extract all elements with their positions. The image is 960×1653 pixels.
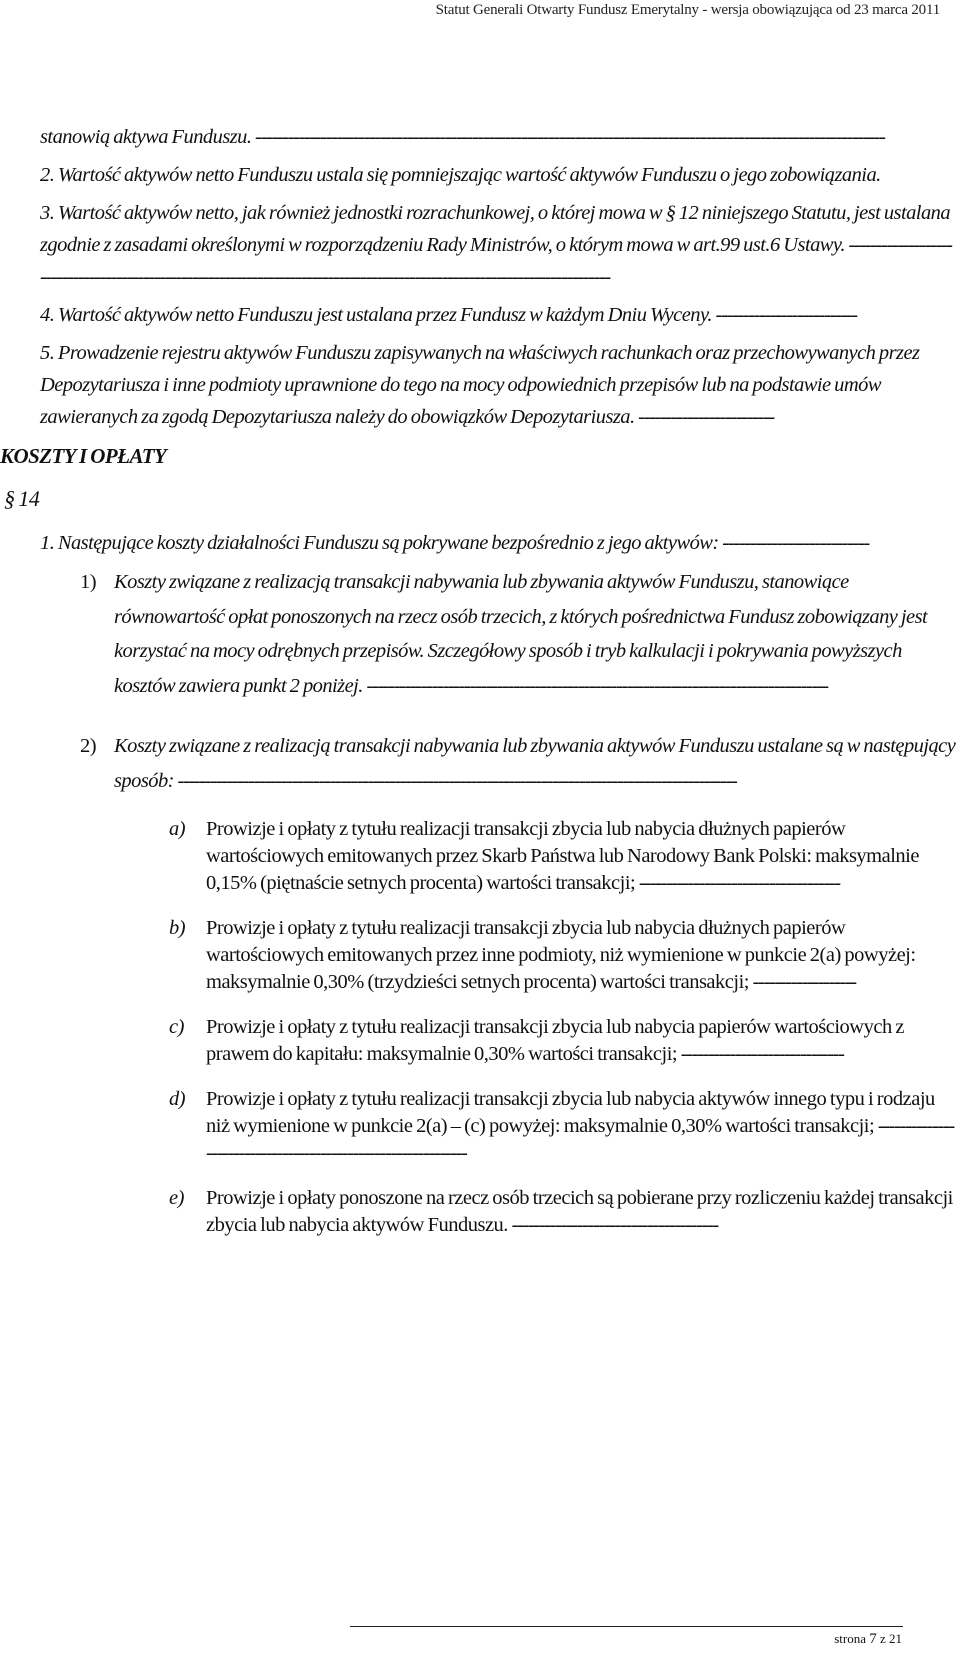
- list-item-text: Prowizje i opłaty z tytułu realizacji transakcji zbycia lub nabycia dłużnych papierów wartościowych emitowanych przez inne podmioty, niż wymienione w punkcie 2(a) powyżej: maksymalnie 0,30% (trzydzieści setnych procenta) wartości transakcji;: [206, 917, 916, 993]
- list-item-text: Prowizje i opłaty z tytułu realizacji transakcji zbycia lub nabycia papierów wartościowych z prawem do kapitału: maksymalnie 0,30% wartości transakcji;: [206, 1016, 904, 1065]
- list-item-letter: b): [169, 917, 186, 939]
- list-item: [169, 1185, 957, 1239]
- section-number: § 14: [4, 486, 40, 511]
- paragraph-text: 3. Wartość aktywów netto, jak również jednostki rozrachunkowej, o której mowa w § 12 niniejszego Statutu, jest ustalana zgodnie z zasadami określonymi w rozporządzeniu Rady Ministrów, o którym mowa w art.99 ust.6 Ustawy.: [40, 202, 951, 256]
- list-item: [169, 1086, 957, 1167]
- list-item-text: Koszty związane z realizacją transakcji nabywania lub zbywania aktywów Funduszu ustalane są w następujący sposób:: [114, 735, 956, 792]
- list-item: [80, 729, 957, 798]
- paragraph-text: 4. Wartość aktywów netto Funduszu jest ustalana przez Fundusz w każdym Dniu Wyceny.: [40, 304, 716, 326]
- list-item-number: 1): [80, 571, 96, 593]
- paragraph-2: [40, 159, 957, 191]
- list-item-text: Koszty związane z realizacją transakcji nabywania lub zbywania aktywów Funduszu, stanowiące równowartość opłat ponoszonych na rzecz osób trzecich, z których pośrednictwa Fundusz zobowiązany jest korzystać na mocy odrębnych przepisów. Szczegółowy sposób i tryb kalkulacji i pokrywania powyższych kosztów zawiera punkt 2 poniżej.: [114, 571, 928, 697]
- filler-dashes: -------------------------------------: [638, 872, 840, 894]
- list-item: [80, 565, 957, 703]
- filler-dashes: --------------------------------------------------------------: [206, 1115, 954, 1164]
- document-body: [0, 121, 957, 1257]
- filler-dashes: -------------------: [752, 971, 856, 993]
- list-item: [169, 1014, 957, 1068]
- list-item-text: Prowizje i opłaty z tytułu realizacji transakcji zbycia lub nabycia dłużnych papierów wartościowych emitowanych przez Skarb Państwa lub Narodowy Bank Polski: maksymalnie 0,15% (piętnaście setnych procenta) wartości transakcji;: [206, 818, 919, 894]
- section-heading: KOSZTY I OPŁATY: [0, 444, 167, 468]
- paragraph-continuation: [40, 121, 957, 153]
- filler-dashes: --------------------------------------------------------------------------------------------------------------------: [255, 126, 885, 148]
- paragraph-14-1: [40, 527, 957, 559]
- filler-dashes: ---------------------------: [722, 532, 869, 554]
- paragraph-5: [40, 337, 957, 433]
- paragraph-text: 2. Wartość aktywów netto Funduszu ustala się pomniejszając wartość aktywów Funduszu o jego zobowiązania.: [40, 164, 881, 186]
- numbered-list: [80, 565, 957, 798]
- page-total: z 21: [876, 1631, 902, 1646]
- list-item-text: Prowizje i opłaty ponoszone na rzecz osób trzecich są pobierane przy rozliczeniu każdej transakcji zbycia lub nabycia aktywów Funduszu.: [206, 1187, 953, 1236]
- list-item-number: 2): [80, 735, 96, 757]
- filler-dashes: -------------------------: [638, 406, 774, 428]
- footer-divider: [350, 1626, 903, 1627]
- paragraph-text: stanowią aktywa Funduszu.: [40, 126, 256, 148]
- paragraph-3: [40, 197, 957, 293]
- list-item-letter: e): [169, 1187, 184, 1209]
- filler-dashes: --------------------------: [715, 304, 857, 326]
- list-item-text: Prowizje i opłaty z tytułu realizacji transakcji zbycia lub nabycia aktywów innego typu i rodzaju niż wymienione w punkcie 2(a) – (c) powyżej: maksymalnie 0,30% wartości transakcji;: [206, 1088, 935, 1137]
- page-number: [834, 1631, 902, 1648]
- list-item-letter: c): [169, 1016, 184, 1038]
- list-item: [169, 816, 957, 897]
- filler-dashes: ------------------------------: [680, 1043, 844, 1065]
- paragraph-4: [40, 299, 957, 331]
- filler-dashes: -------------------------------------------------------------------------------------: [366, 674, 828, 697]
- paragraph-text: 5. Prowadzenie rejestru aktywów Funduszu zapisywanych na właściwych rachunkach oraz przechowywanych przez Depozytariusza i inne podmioty uprawnione do tego na mocy odpowiednich przepisów lub na podstawie umów zawieranych za zgodą Depozytariusza należy do obowiązków Depozytariusza.: [40, 342, 920, 428]
- list-item: [169, 915, 957, 996]
- list-item-letter: a): [169, 818, 186, 840]
- list-item-letter: d): [169, 1088, 186, 1110]
- document-header: Statut Generali Otwarty Fundusz Emerytalny - wersja obowiązująca od 23 marca 2011: [435, 2, 940, 18]
- filler-dashes: ----------------------------------------------------------------------------------------------------------------------------: [40, 234, 952, 288]
- current-page: 7: [869, 1631, 877, 1647]
- paragraph-text: 1. Następujące koszty działalności Funduszu są pokrywane bezpośrednio z jego aktywów:: [40, 532, 723, 554]
- filler-dashes: --------------------------------------: [511, 1214, 718, 1236]
- page-label: strona: [834, 1631, 870, 1646]
- lettered-list: [169, 816, 957, 1239]
- filler-dashes: -------------------------------------------------------------------------------------------------------: [177, 769, 737, 792]
